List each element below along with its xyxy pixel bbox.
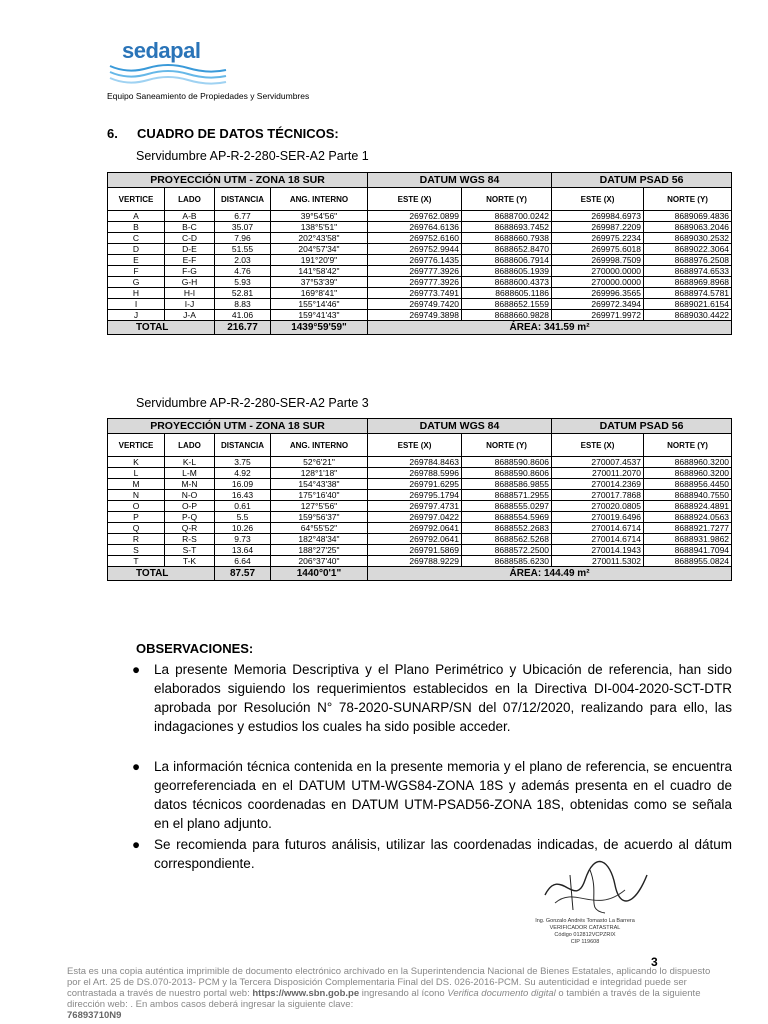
cell-este-wgs: 269773.7491 — [368, 288, 462, 299]
cell-lado: T-K — [165, 556, 215, 567]
cell-vertice: C — [108, 233, 165, 244]
table-row — [108, 512, 732, 523]
cell-vertice: I — [108, 299, 165, 310]
cell-este-wgs: 269776.1435 — [368, 255, 462, 266]
total-angle: 1440°0'1" — [271, 567, 368, 581]
cell-lado: Q-R — [165, 523, 215, 534]
cell-este-wgs: 269797.4731 — [368, 501, 462, 512]
table2-subtitle: Servidumbre AP-R-2-280-SER-A2 Parte 3 — [136, 396, 369, 410]
cell-vertice: L — [108, 468, 165, 479]
cell-norte-wgs: 8688606.7914 — [462, 255, 552, 266]
cell-lado: B-C — [165, 222, 215, 233]
cell-este-wgs: 269797.0422 — [368, 512, 462, 523]
cell-este-psad: 269975.6018 — [552, 244, 644, 255]
col-ang-interno: ANG. INTERNO — [271, 434, 368, 457]
cell-este-wgs: 269791.6295 — [368, 479, 462, 490]
cell-vertice: M — [108, 479, 165, 490]
cell-norte-psad: 8688956.4450 — [644, 479, 732, 490]
cell-norte-wgs: 8688586.9855 — [462, 479, 552, 490]
table-row — [108, 222, 732, 233]
total-angle: 1439°59'59" — [271, 321, 368, 335]
observation-text: La presente Memoria Descriptiva y el Plano Perimétrico y Ubicación de referencia, han sido elaborados siguiendo los requerimientos establecidos en la Directiva DI-004-2020-SCT-DTR aprobada por Resolución N° 78-2020-SUNARP/SN del 07/12/2020, realizando para ello, las indagaciones y estudios los cuales ha sido posible acceder. — [154, 662, 732, 734]
cell-ang-interno: 182°48'34" — [271, 534, 368, 545]
bullet-icon: ● — [132, 837, 141, 852]
cell-este-psad: 269984.6973 — [552, 211, 644, 222]
table-row — [108, 310, 732, 321]
cell-norte-wgs: 8688652.8470 — [462, 244, 552, 255]
cell-norte-psad: 8689030.2532 — [644, 233, 732, 244]
cell-ang-interno: 191°20'9" — [271, 255, 368, 266]
cell-norte-wgs: 8688554.5969 — [462, 512, 552, 523]
cell-norte-wgs: 8688652.1559 — [462, 299, 552, 310]
cell-norte-psad: 8689063.2046 — [644, 222, 732, 233]
cell-norte-wgs: 8688590.8606 — [462, 457, 552, 468]
total-label: TOTAL — [108, 567, 215, 581]
col-norte-psad: NORTE (Y) — [644, 188, 732, 211]
cell-distancia: 6.64 — [215, 556, 271, 567]
cell-norte-psad: 8688960.3200 — [644, 468, 732, 479]
cell-distancia: 2.03 — [215, 255, 271, 266]
footer-verify-link[interactable]: Verifica documento digital — [447, 988, 556, 999]
cell-este-psad: 269971.9972 — [552, 310, 644, 321]
col-distancia: DISTANCIA — [215, 188, 271, 211]
cell-este-psad: 270000.0000 — [552, 266, 644, 277]
cell-norte-psad: 8688969.8968 — [644, 277, 732, 288]
cell-este-psad: 269996.3565 — [552, 288, 644, 299]
datum-wgs-header: DATUM WGS 84 — [368, 173, 552, 188]
logo-wordmark: sedapal — [122, 38, 201, 63]
cell-este-psad: 270014.6714 — [552, 523, 644, 534]
cell-norte-psad: 8688976.2508 — [644, 255, 732, 266]
team-line: Equipo Saneamiento de Propiedades y Servidumbres — [107, 91, 310, 101]
cell-lado: F-G — [165, 266, 215, 277]
cell-vertice: J — [108, 310, 165, 321]
cell-norte-psad: 8688931.9862 — [644, 534, 732, 545]
cell-lado: D-E — [165, 244, 215, 255]
col-vertice: VERTICE — [108, 434, 165, 457]
cell-norte-wgs: 8688605.1186 — [462, 288, 552, 299]
cell-ang-interno: 154°43'38" — [271, 479, 368, 490]
datum-psad-header: DATUM PSAD 56 — [552, 419, 732, 434]
cell-este-wgs: 269749.7420 — [368, 299, 462, 310]
cell-distancia: 35.07 — [215, 222, 271, 233]
total-distance: 216.77 — [215, 321, 271, 335]
page-number: 3 — [651, 955, 658, 969]
table-row — [108, 299, 732, 310]
table-row — [108, 479, 732, 490]
cell-ang-interno: 39°54'56" — [271, 211, 368, 222]
cell-vertice: K — [108, 457, 165, 468]
cell-norte-psad: 8689021.6154 — [644, 299, 732, 310]
cell-vertice: R — [108, 534, 165, 545]
cell-distancia: 52.81 — [215, 288, 271, 299]
cell-lado: I-J — [165, 299, 215, 310]
cell-ang-interno: 128°1'18" — [271, 468, 368, 479]
cell-norte-psad: 8689030.4422 — [644, 310, 732, 321]
signer-code: Código 012812VCPZRIX — [554, 932, 616, 938]
table-row — [108, 490, 732, 501]
footer-code: 76893710N9 — [67, 1010, 122, 1021]
table-row — [108, 233, 732, 244]
table-row — [108, 211, 732, 222]
footer-text: o también a través de la siguiente dirección web: . En ambos casos deberá ingresar la siguiente clave: — [67, 988, 701, 1010]
observation-item — [132, 757, 732, 833]
cell-norte-wgs: 8688552.2683 — [462, 523, 552, 534]
signature-stamp — [515, 855, 655, 965]
col-vertice: VERTICE — [108, 188, 165, 211]
cell-norte-wgs: 8688600.4373 — [462, 277, 552, 288]
observation-text: La información técnica contenida en la presente memoria y el plano de referencia, se encuentra georreferenciada en el DATUM UTM-WGS84-ZONA 18S y además presenta en el cuadro de datos técnicos coordenadas en DATUM UTM-PSAD56-ZONA 18S, obtenidas como se señala en el plano adjunto. — [154, 759, 732, 831]
cell-norte-psad: 8688940.7550 — [644, 490, 732, 501]
cell-ang-interno: 204°57'34" — [271, 244, 368, 255]
cell-ang-interno: 202°43'58" — [271, 233, 368, 244]
cell-norte-psad: 8688955.0824 — [644, 556, 732, 567]
cell-norte-psad: 8688974.6533 — [644, 266, 732, 277]
table-row — [108, 523, 732, 534]
cell-este-psad: 270011.2070 — [552, 468, 644, 479]
cell-este-wgs: 269777.3926 — [368, 277, 462, 288]
bullet-icon: ● — [132, 759, 141, 774]
technical-data-table-2 — [107, 418, 732, 581]
cell-este-wgs: 269752.6160 — [368, 233, 462, 244]
cell-ang-interno: 138°5'51" — [271, 222, 368, 233]
cell-ang-interno: 64°55'52" — [271, 523, 368, 534]
col-lado: LADO — [165, 434, 215, 457]
cell-distancia: 5.93 — [215, 277, 271, 288]
bullet-icon: ● — [132, 662, 141, 677]
cell-vertice: D — [108, 244, 165, 255]
cell-vertice: N — [108, 490, 165, 501]
table-row — [108, 288, 732, 299]
cell-distancia: 51.55 — [215, 244, 271, 255]
signer-details — [515, 918, 655, 946]
cell-lado: C-D — [165, 233, 215, 244]
cell-distancia: 41.06 — [215, 310, 271, 321]
cell-distancia: 6.77 — [215, 211, 271, 222]
col-lado: LADO — [165, 188, 215, 211]
col-distancia: DISTANCIA — [215, 434, 271, 457]
table-row — [108, 277, 732, 288]
signer-role: VERIFICADOR CATASTRAL — [549, 925, 621, 931]
cell-ang-interno: 127°5'56" — [271, 501, 368, 512]
cell-este-psad: 270007.4537 — [552, 457, 644, 468]
cell-ang-interno: 141°58'42" — [271, 266, 368, 277]
cell-este-psad: 270020.0805 — [552, 501, 644, 512]
cell-ang-interno: 37°53'39" — [271, 277, 368, 288]
cell-norte-wgs: 8688572.2500 — [462, 545, 552, 556]
total-distance: 87.57 — [215, 567, 271, 581]
cell-ang-interno: 159°56'37" — [271, 512, 368, 523]
cell-este-psad: 269987.2209 — [552, 222, 644, 233]
logo-waves-icon — [108, 62, 228, 88]
cell-vertice: O — [108, 501, 165, 512]
cell-lado: R-S — [165, 534, 215, 545]
cell-este-wgs: 269752.9944 — [368, 244, 462, 255]
col-este-psad: ESTE (X) — [552, 188, 644, 211]
cell-este-wgs: 269762.0899 — [368, 211, 462, 222]
table-row — [108, 244, 732, 255]
cell-vertice: S — [108, 545, 165, 556]
col-norte-wgs: NORTE (Y) — [462, 434, 552, 457]
cell-lado: G-H — [165, 277, 215, 288]
sedapal-logo — [108, 28, 238, 88]
footer-notice — [67, 966, 715, 1021]
col-norte-psad: NORTE (Y) — [644, 434, 732, 457]
signer-name: Ing. Gonzalo Andrés Tomasto La Barrera — [535, 918, 635, 924]
cell-este-psad: 270019.6496 — [552, 512, 644, 523]
cell-este-psad: 269972.3494 — [552, 299, 644, 310]
cell-este-wgs: 269791.5869 — [368, 545, 462, 556]
cell-este-psad: 270014.2369 — [552, 479, 644, 490]
footer-text: ingresando al ícono — [359, 988, 448, 999]
cell-ang-interno: 175°16'40" — [271, 490, 368, 501]
cell-vertice: T — [108, 556, 165, 567]
cell-lado: L-M — [165, 468, 215, 479]
cell-este-psad: 269975.2234 — [552, 233, 644, 244]
cell-norte-wgs: 8688700.0242 — [462, 211, 552, 222]
cell-este-wgs: 269764.6136 — [368, 222, 462, 233]
cell-este-wgs: 269792.0641 — [368, 534, 462, 545]
cell-ang-interno: 52°6'21" — [271, 457, 368, 468]
cell-norte-wgs: 8688571.2955 — [462, 490, 552, 501]
cell-norte-wgs: 8688555.0297 — [462, 501, 552, 512]
table-row — [108, 545, 732, 556]
cell-distancia: 5.5 — [215, 512, 271, 523]
projection-header: PROYECCIÓN UTM - ZONA 18 SUR — [108, 419, 368, 434]
cell-norte-wgs: 8688660.7938 — [462, 233, 552, 244]
cell-distancia: 0.61 — [215, 501, 271, 512]
col-este-wgs: ESTE (X) — [368, 188, 462, 211]
cell-este-psad: 270014.6714 — [552, 534, 644, 545]
table-row — [108, 501, 732, 512]
cell-este-wgs: 269749.3898 — [368, 310, 462, 321]
cell-norte-wgs: 8688605.1939 — [462, 266, 552, 277]
cell-este-psad: 269998.7509 — [552, 255, 644, 266]
cell-este-wgs: 269788.9229 — [368, 556, 462, 567]
cell-norte-psad: 8688974.5781 — [644, 288, 732, 299]
table-row — [108, 534, 732, 545]
table-row — [108, 556, 732, 567]
cell-norte-wgs: 8688585.6230 — [462, 556, 552, 567]
table-row — [108, 457, 732, 468]
cell-vertice: F — [108, 266, 165, 277]
technical-data-table-1 — [107, 172, 732, 335]
cell-norte-psad: 8688960.3200 — [644, 457, 732, 468]
area-value: ÁREA: 144.49 m² — [368, 567, 732, 581]
cell-norte-psad: 8689069.4836 — [644, 211, 732, 222]
cell-norte-psad: 8688921.7277 — [644, 523, 732, 534]
cell-norte-psad: 8689022.3064 — [644, 244, 732, 255]
col-norte-wgs: NORTE (Y) — [462, 188, 552, 211]
table-row — [108, 266, 732, 277]
footer-url-link[interactable]: https://www.sbn.gob.pe — [252, 988, 360, 999]
handwritten-signature-icon — [515, 855, 655, 919]
cell-ang-interno: 206°37'40" — [271, 556, 368, 567]
cell-distancia: 4.92 — [215, 468, 271, 479]
section-number: 6. — [107, 126, 118, 141]
cell-norte-psad: 8688941.7094 — [644, 545, 732, 556]
cell-lado: H-I — [165, 288, 215, 299]
cell-este-wgs: 269788.5996 — [368, 468, 462, 479]
cell-distancia: 3.75 — [215, 457, 271, 468]
footer-text: Esta es una copia auténtica imprimible de documento electrónico archivado en la Superintendencia Nacional de Bienes Estatales, aplicando lo dispuesto por el Art. 25 de DS.070-2013- PCM y la Tercera Disposición Complementaria Final del DS. 026-2016-PCM. Su autenticidad e integridad puede ser contrastada a través de nuestro portal web: — [67, 966, 711, 999]
cell-vertice: A — [108, 211, 165, 222]
cell-lado: K-L — [165, 457, 215, 468]
cell-lado: A-B — [165, 211, 215, 222]
cell-norte-wgs: 8688590.8606 — [462, 468, 552, 479]
cell-distancia: 8.83 — [215, 299, 271, 310]
cell-este-wgs: 269792.0641 — [368, 523, 462, 534]
cell-norte-psad: 8688924.0563 — [644, 512, 732, 523]
col-ang-interno: ANG. INTERNO — [271, 188, 368, 211]
cell-norte-psad: 8688924.4891 — [644, 501, 732, 512]
cell-ang-interno: 188°27'25" — [271, 545, 368, 556]
cell-distancia: 4.76 — [215, 266, 271, 277]
cell-vertice: B — [108, 222, 165, 233]
table1-subtitle: Servidumbre AP-R-2-280-SER-A2 Parte 1 — [136, 149, 369, 163]
table-row — [108, 468, 732, 479]
cell-este-wgs: 269784.8463 — [368, 457, 462, 468]
cell-lado: S-T — [165, 545, 215, 556]
cell-este-wgs: 269777.3926 — [368, 266, 462, 277]
cell-este-psad: 270014.1943 — [552, 545, 644, 556]
cell-distancia: 9.73 — [215, 534, 271, 545]
cell-vertice: E — [108, 255, 165, 266]
cell-distancia: 7.96 — [215, 233, 271, 244]
datum-psad-header: DATUM PSAD 56 — [552, 173, 732, 188]
cell-vertice: H — [108, 288, 165, 299]
cell-ang-interno: 155°14'46" — [271, 299, 368, 310]
cell-lado: J-A — [165, 310, 215, 321]
section-title-text: CUADRO DE DATOS TÉCNICOS: — [137, 126, 339, 141]
cell-ang-interno: 159°41'43" — [271, 310, 368, 321]
cell-lado: N-O — [165, 490, 215, 501]
cell-norte-wgs: 8688660.9828 — [462, 310, 552, 321]
cell-este-psad: 270000.0000 — [552, 277, 644, 288]
section-title — [107, 126, 339, 141]
cell-distancia: 16.43 — [215, 490, 271, 501]
col-este-wgs: ESTE (X) — [368, 434, 462, 457]
datum-wgs-header: DATUM WGS 84 — [368, 419, 552, 434]
area-value: ÁREA: 341.59 m² — [368, 321, 732, 335]
cell-lado: P-Q — [165, 512, 215, 523]
cell-vertice: G — [108, 277, 165, 288]
cell-distancia: 16.09 — [215, 479, 271, 490]
cell-vertice: P — [108, 512, 165, 523]
cell-lado: E-F — [165, 255, 215, 266]
cell-ang-interno: 169°8'41" — [271, 288, 368, 299]
cell-lado: O-P — [165, 501, 215, 512]
cell-norte-wgs: 8688562.5268 — [462, 534, 552, 545]
cell-distancia: 10.26 — [215, 523, 271, 534]
col-este-psad: ESTE (X) — [552, 434, 644, 457]
cell-lado: M-N — [165, 479, 215, 490]
observations-title: OBSERVACIONES: — [136, 641, 254, 656]
cell-este-wgs: 269795.1794 — [368, 490, 462, 501]
table-row — [108, 255, 732, 266]
cell-este-psad: 270011.5302 — [552, 556, 644, 567]
signer-cip: CIP 119608 — [570, 939, 600, 945]
observation-text: Se recomienda para futuros análisis, utilizar las coordenadas indicadas, de acuerdo al dátum correspondiente. — [154, 837, 732, 871]
total-label: TOTAL — [108, 321, 215, 335]
cell-este-psad: 270017.7868 — [552, 490, 644, 501]
observation-item — [132, 660, 732, 736]
cell-vertice: Q — [108, 523, 165, 534]
cell-norte-wgs: 8688693.7452 — [462, 222, 552, 233]
cell-distancia: 13.64 — [215, 545, 271, 556]
projection-header: PROYECCIÓN UTM - ZONA 18 SUR — [108, 173, 368, 188]
